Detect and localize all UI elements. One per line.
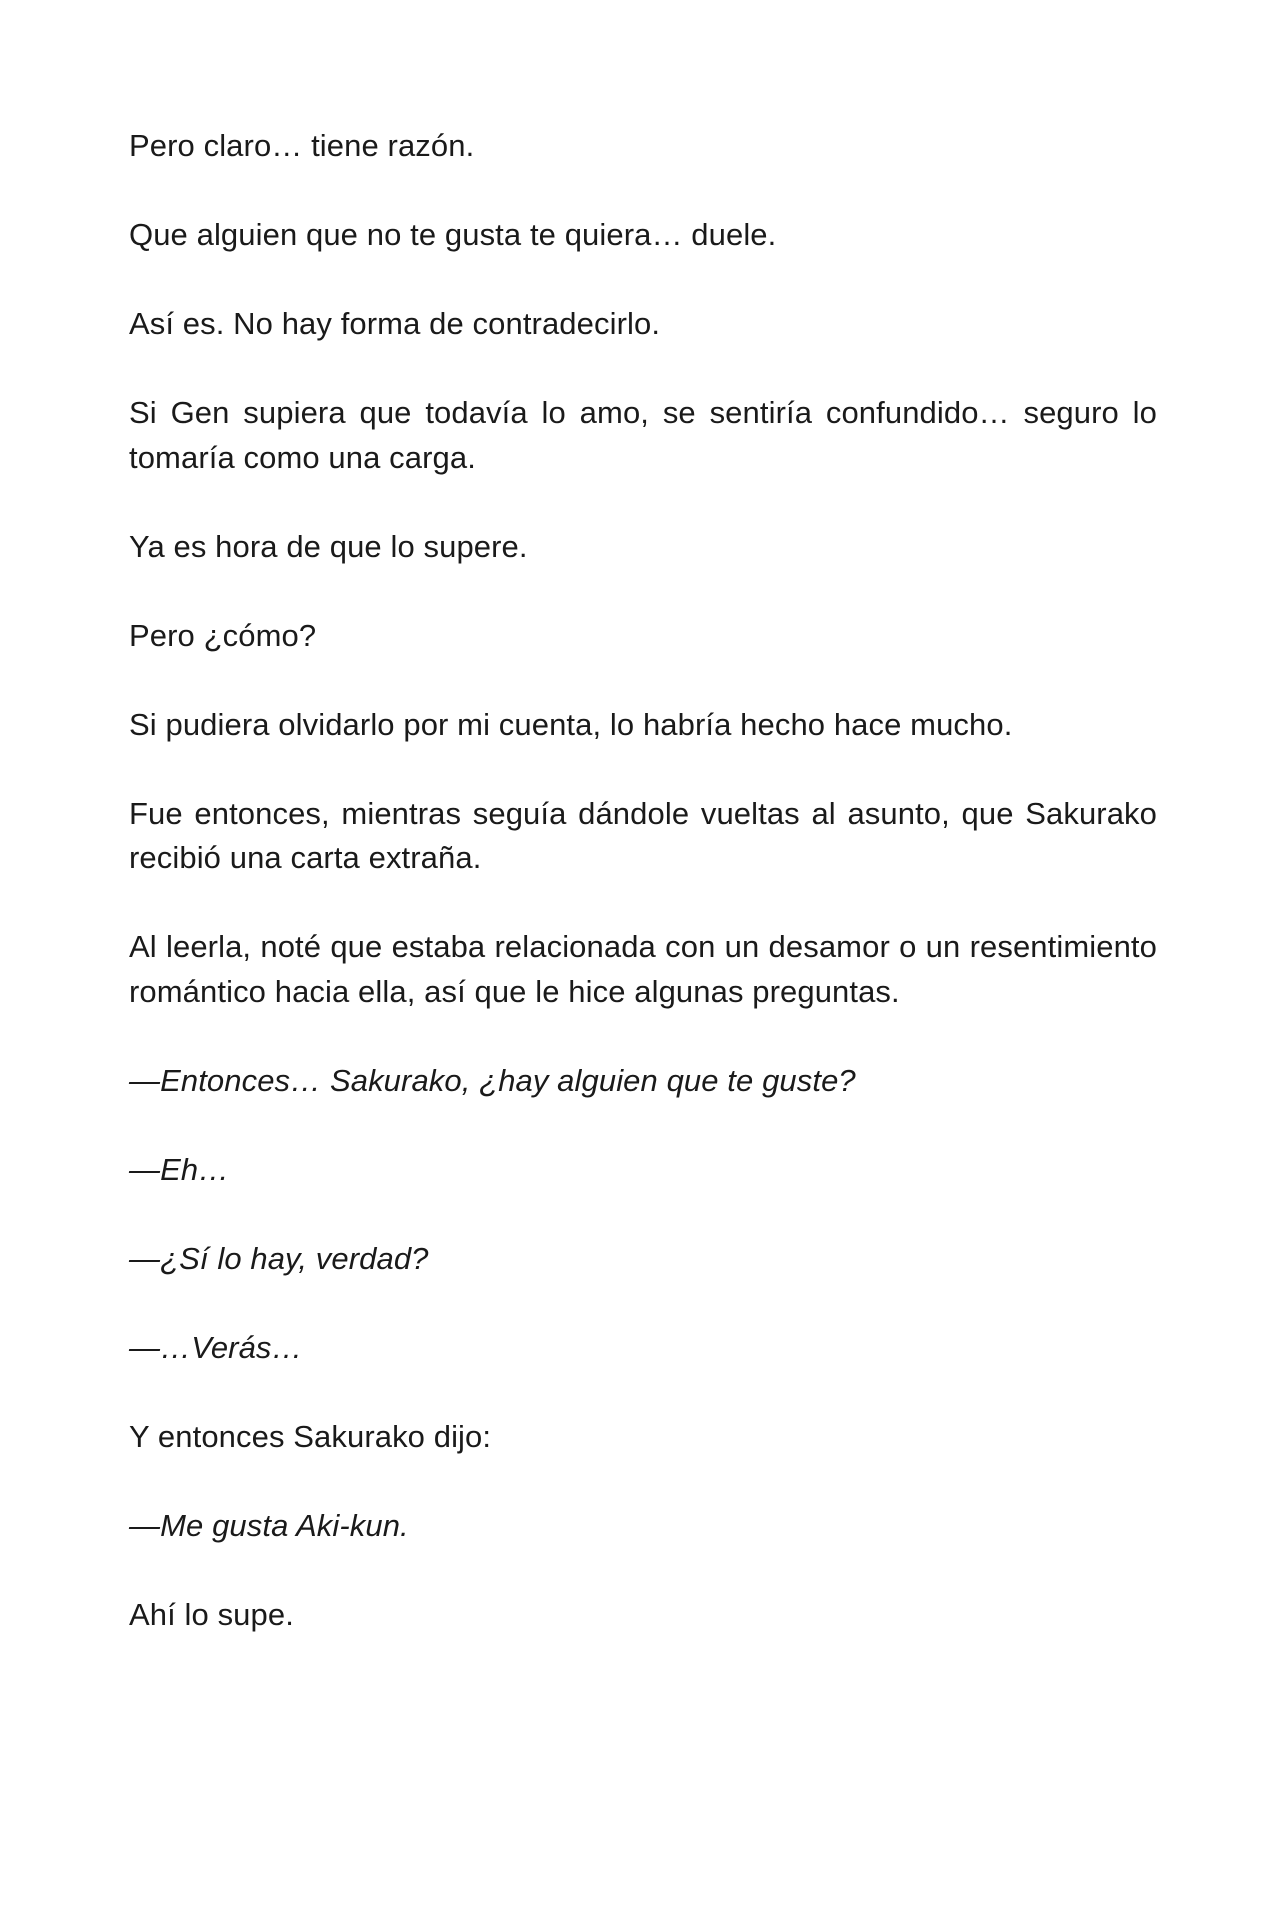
document-page: [129, 124, 1157, 1682]
paragraph: Pero claro… tiene razón.: [129, 128, 475, 163]
paragraph: Fue entonces, mientras seguía dándole vueltas al asunto, que Sakurako recibió una carta extraña.: [129, 795, 1157, 875]
paragraph: Si pudiera olvidarlo por mi cuenta, lo habría hecho hace mucho.: [129, 706, 1013, 742]
dialogue-line: —…Verás…: [129, 1329, 303, 1365]
paragraph: Al leerla, noté que estaba relacionada con un desamor o un resentimiento romántico hacia ella, así que le hice algunas preguntas.: [129, 929, 1157, 1009]
dialogue-line: —Eh…: [129, 1151, 230, 1187]
paragraph: Ya es hora de que lo supere.: [129, 528, 528, 564]
dialogue-line: —¿Sí lo hay, verdad?: [129, 1240, 429, 1276]
paragraph: Si Gen supiera que todavía lo amo, se sentiría confundido… seguro lo tomaría como una carga.: [129, 395, 1157, 475]
dialogue-line: —Me gusta Aki-kun.: [129, 1507, 409, 1543]
paragraph: Pero ¿cómo?: [129, 617, 317, 653]
dialogue-line: —Entonces… Sakurako, ¿hay alguien que te guste?: [129, 1062, 856, 1098]
paragraph: Así es. No hay forma de contradecirlo.: [129, 306, 661, 341]
paragraph: Y entonces Sakurako dijo:: [129, 1418, 492, 1454]
paragraph: Que alguien que no te gusta te quiera… duele.: [129, 217, 777, 252]
paragraph: Ahí lo supe.: [129, 1596, 294, 1632]
